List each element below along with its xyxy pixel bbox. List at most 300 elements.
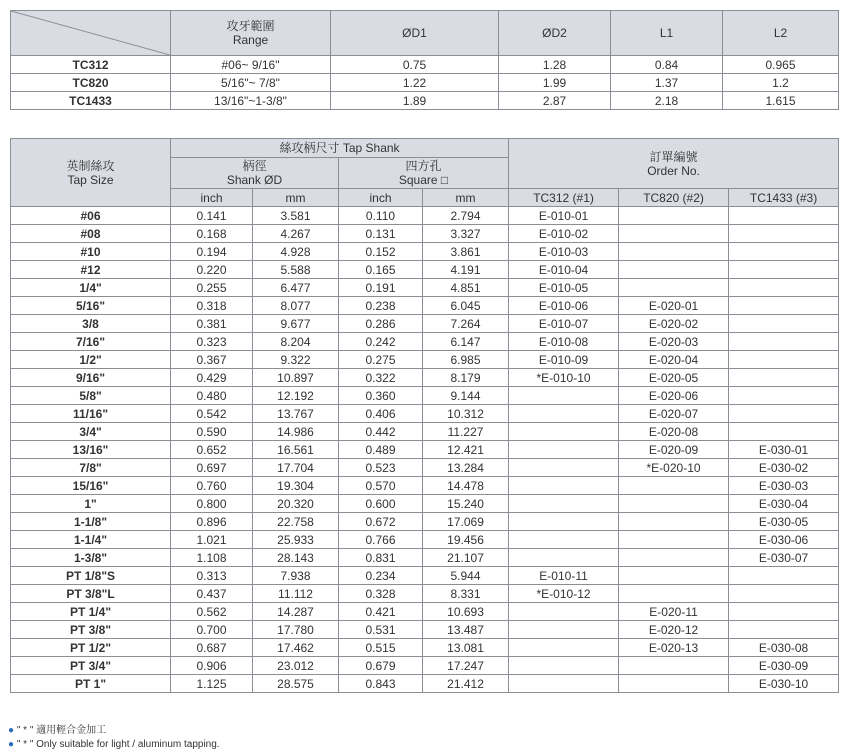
order-tc312-cell: E-010-02 bbox=[509, 225, 619, 243]
shank-mm-cell: 9.677 bbox=[253, 315, 339, 333]
tap-size-cell: 7/8" bbox=[11, 459, 171, 477]
order-tc1433-cell bbox=[729, 621, 839, 639]
order-tc1433-cell bbox=[729, 279, 839, 297]
tap-size-header-en: Tap Size bbox=[67, 172, 114, 187]
square-mm-cell: 13.487 bbox=[423, 621, 509, 639]
order-tc312-cell: *E-010-10 bbox=[509, 369, 619, 387]
square-inch-cell: 0.286 bbox=[339, 315, 423, 333]
order-tc312-cell bbox=[509, 459, 619, 477]
shank-mm-cell: 17.462 bbox=[253, 639, 339, 657]
shank-inch-cell: 1.021 bbox=[171, 531, 253, 549]
tap-shank-header: 絲攻柄尺寸 Tap Shank bbox=[171, 139, 509, 158]
tc312-header: TC312 (#1) bbox=[509, 189, 619, 207]
shank-mm-cell: 8.077 bbox=[253, 297, 339, 315]
tap-size-cell: 5/16" bbox=[11, 297, 171, 315]
order-tc820-cell: *E-020-10 bbox=[619, 459, 729, 477]
shank-inch-cell: 0.318 bbox=[171, 297, 253, 315]
table1-row bbox=[11, 92, 839, 110]
square-header-en: Square □ bbox=[398, 173, 449, 187]
order-tc820-cell bbox=[619, 279, 729, 297]
square-mm-cell: 11.227 bbox=[423, 423, 509, 441]
tap-size-cell: PT 1/2" bbox=[11, 639, 171, 657]
shank-mm-cell: 14.287 bbox=[253, 603, 339, 621]
range-cell: 13/16"~1-3/8" bbox=[171, 92, 331, 110]
tap-size-cell: 1/2" bbox=[11, 351, 171, 369]
shank-od-header-zh: 柄徑 bbox=[242, 159, 267, 173]
order-tc820-cell: E-020-02 bbox=[619, 315, 729, 333]
table2-row bbox=[11, 567, 839, 585]
table2-row bbox=[11, 315, 839, 333]
square-mm-cell: 8.179 bbox=[423, 369, 509, 387]
d2-header: ØD2 bbox=[499, 11, 611, 56]
square-inch-cell: 0.421 bbox=[339, 603, 423, 621]
square-inch-cell: 0.322 bbox=[339, 369, 423, 387]
table2-row bbox=[11, 459, 839, 477]
shank-inch-cell: 0.542 bbox=[171, 405, 253, 423]
square-mm-cell: 13.284 bbox=[423, 459, 509, 477]
shank-mm-cell: 19.304 bbox=[253, 477, 339, 495]
order-tc820-cell bbox=[619, 585, 729, 603]
order-tc312-cell bbox=[509, 387, 619, 405]
order-tc312-cell bbox=[509, 549, 619, 567]
holder-dimensions-table bbox=[10, 10, 839, 110]
shank-inch-header: inch bbox=[171, 189, 253, 207]
d1-header: ØD1 bbox=[331, 11, 499, 56]
shank-mm-cell: 5.588 bbox=[253, 261, 339, 279]
l1-cell: 1.37 bbox=[611, 74, 723, 92]
order-tc1433-cell: E-030-07 bbox=[729, 549, 839, 567]
square-mm-cell: 6.985 bbox=[423, 351, 509, 369]
bullet-icon: ● bbox=[8, 739, 15, 750]
shank-mm-cell: 17.704 bbox=[253, 459, 339, 477]
table2-row bbox=[11, 477, 839, 495]
square-inch-cell: 0.234 bbox=[339, 567, 423, 585]
square-mm-cell: 10.312 bbox=[423, 405, 509, 423]
shank-inch-cell: 0.323 bbox=[171, 333, 253, 351]
order-tc820-cell: E-020-03 bbox=[619, 333, 729, 351]
square-inch-cell: 0.531 bbox=[339, 621, 423, 639]
l1-cell: 0.84 bbox=[611, 56, 723, 74]
shank-inch-cell: 0.896 bbox=[171, 513, 253, 531]
square-inch-cell: 0.238 bbox=[339, 297, 423, 315]
order-tc312-cell: E-010-06 bbox=[509, 297, 619, 315]
l2-cell: 1.615 bbox=[723, 92, 839, 110]
square-inch-cell: 0.515 bbox=[339, 639, 423, 657]
tap-size-header-zh: 英制絲攻 bbox=[66, 158, 115, 173]
order-tc312-cell: E-010-05 bbox=[509, 279, 619, 297]
order-tc820-cell bbox=[619, 675, 729, 693]
d2-cell: 2.87 bbox=[499, 92, 611, 110]
order-tc1433-cell bbox=[729, 423, 839, 441]
l2-cell: 1.2 bbox=[723, 74, 839, 92]
tap-size-cell: 1-1/4" bbox=[11, 531, 171, 549]
square-inch-cell: 0.328 bbox=[339, 585, 423, 603]
square-inch-cell: 0.275 bbox=[339, 351, 423, 369]
table2-header-row-1 bbox=[11, 139, 839, 158]
square-inch-cell: 0.831 bbox=[339, 549, 423, 567]
shank-inch-cell: 0.562 bbox=[171, 603, 253, 621]
order-tc1433-cell bbox=[729, 243, 839, 261]
table1-row bbox=[11, 74, 839, 92]
shank-mm-cell: 9.322 bbox=[253, 351, 339, 369]
model-cell: TC312 bbox=[11, 56, 171, 74]
order-tc820-cell bbox=[619, 495, 729, 513]
table2-row bbox=[11, 531, 839, 549]
order-tc1433-cell bbox=[729, 351, 839, 369]
shank-inch-cell: 0.760 bbox=[171, 477, 253, 495]
table2-row bbox=[11, 369, 839, 387]
shank-inch-cell: 0.194 bbox=[171, 243, 253, 261]
table2-row bbox=[11, 513, 839, 531]
order-tc820-cell bbox=[619, 477, 729, 495]
square-inch-cell: 0.766 bbox=[339, 531, 423, 549]
order-tc312-cell: E-010-07 bbox=[509, 315, 619, 333]
tap-size-cell: 3/4" bbox=[11, 423, 171, 441]
range-header-zh: 攻牙範圍 bbox=[226, 19, 275, 33]
shank-inch-cell: 0.255 bbox=[171, 279, 253, 297]
table2-row bbox=[11, 621, 839, 639]
d1-cell: 0.75 bbox=[331, 56, 499, 74]
order-tc1433-cell bbox=[729, 603, 839, 621]
order-tc312-cell: E-010-11 bbox=[509, 567, 619, 585]
order-tc312-cell: E-010-03 bbox=[509, 243, 619, 261]
order-tc312-cell: *E-010-12 bbox=[509, 585, 619, 603]
order-tc1433-cell: E-030-06 bbox=[729, 531, 839, 549]
square-inch-cell: 0.152 bbox=[339, 243, 423, 261]
tap-size-cell: 13/16" bbox=[11, 441, 171, 459]
tap-size-cell: 3/8 bbox=[11, 315, 171, 333]
order-tc1433-cell: E-030-04 bbox=[729, 495, 839, 513]
square-mm-cell: 13.081 bbox=[423, 639, 509, 657]
diagonal-line bbox=[11, 11, 170, 55]
order-tc820-cell: E-020-11 bbox=[619, 603, 729, 621]
shank-mm-cell: 8.204 bbox=[253, 333, 339, 351]
order-tc820-cell: E-020-07 bbox=[619, 405, 729, 423]
range-header-en: Range bbox=[232, 33, 269, 47]
order-tc312-cell bbox=[509, 603, 619, 621]
shank-mm-cell: 4.267 bbox=[253, 225, 339, 243]
d1-cell: 1.22 bbox=[331, 74, 499, 92]
square-mm-cell: 6.147 bbox=[423, 333, 509, 351]
tap-size-cell: 9/16" bbox=[11, 369, 171, 387]
tap-size-cell: PT 3/8"L bbox=[11, 585, 171, 603]
table2-row bbox=[11, 405, 839, 423]
order-tc1433-cell bbox=[729, 405, 839, 423]
square-inch-cell: 0.406 bbox=[339, 405, 423, 423]
table2-row bbox=[11, 351, 839, 369]
shank-mm-cell: 14.986 bbox=[253, 423, 339, 441]
shank-mm-cell: 16.561 bbox=[253, 441, 339, 459]
order-tc820-cell: E-020-13 bbox=[619, 639, 729, 657]
footnote-en-text: " * " Only suitable for light / aluminum tapping. bbox=[16, 739, 220, 750]
shank-mm-cell: 4.928 bbox=[253, 243, 339, 261]
order-tc820-cell: E-020-06 bbox=[619, 387, 729, 405]
square-mm-cell: 7.264 bbox=[423, 315, 509, 333]
square-header-zh: 四方孔 bbox=[405, 159, 442, 173]
order-tc312-cell bbox=[509, 513, 619, 531]
square-mm-cell: 9.144 bbox=[423, 387, 509, 405]
shank-mm-cell: 13.767 bbox=[253, 405, 339, 423]
order-tc820-cell bbox=[619, 549, 729, 567]
tc1433-header: TC1433 (#3) bbox=[729, 189, 839, 207]
order-tc1433-cell bbox=[729, 369, 839, 387]
square-mm-cell: 15.240 bbox=[423, 495, 509, 513]
square-inch-cell: 0.843 bbox=[339, 675, 423, 693]
footnotes bbox=[8, 724, 220, 752]
order-tc312-cell bbox=[509, 621, 619, 639]
order-tc1433-cell: E-030-05 bbox=[729, 513, 839, 531]
order-tc312-cell bbox=[509, 657, 619, 675]
square-inch-cell: 0.523 bbox=[339, 459, 423, 477]
square-inch-cell: 0.570 bbox=[339, 477, 423, 495]
tap-size-cell: 1/4" bbox=[11, 279, 171, 297]
shank-mm-cell: 6.477 bbox=[253, 279, 339, 297]
shank-mm-cell: 22.758 bbox=[253, 513, 339, 531]
square-inch-cell: 0.442 bbox=[339, 423, 423, 441]
tap-shank-table bbox=[10, 138, 839, 693]
order-tc1433-cell bbox=[729, 207, 839, 225]
order-tc312-cell: E-010-09 bbox=[509, 351, 619, 369]
order-no-header-en: Order No. bbox=[647, 163, 700, 178]
table2-row bbox=[11, 261, 839, 279]
tap-size-cell: PT 1" bbox=[11, 675, 171, 693]
shank-inch-cell: 0.437 bbox=[171, 585, 253, 603]
range-header bbox=[171, 11, 331, 56]
square-inch-header: inch bbox=[339, 189, 423, 207]
order-tc312-cell bbox=[509, 405, 619, 423]
table2-row bbox=[11, 585, 839, 603]
order-tc820-cell: E-020-01 bbox=[619, 297, 729, 315]
square-mm-cell: 17.069 bbox=[423, 513, 509, 531]
tap-size-cell: #06 bbox=[11, 207, 171, 225]
shank-mm-cell: 23.012 bbox=[253, 657, 339, 675]
order-tc312-cell bbox=[509, 531, 619, 549]
table2-row bbox=[11, 675, 839, 693]
order-tc1433-cell bbox=[729, 261, 839, 279]
square-mm-cell: 2.794 bbox=[423, 207, 509, 225]
square-inch-cell: 0.360 bbox=[339, 387, 423, 405]
shank-mm-cell: 3.581 bbox=[253, 207, 339, 225]
shank-inch-cell: 0.367 bbox=[171, 351, 253, 369]
table2-row bbox=[11, 495, 839, 513]
square-header bbox=[339, 158, 509, 189]
order-tc312-cell: E-010-08 bbox=[509, 333, 619, 351]
order-tc1433-cell bbox=[729, 297, 839, 315]
table2-row bbox=[11, 657, 839, 675]
order-tc1433-cell bbox=[729, 315, 839, 333]
shank-inch-cell: 0.687 bbox=[171, 639, 253, 657]
shank-od-header-en: Shank ØD bbox=[226, 173, 283, 187]
order-tc820-cell bbox=[619, 243, 729, 261]
table2-row bbox=[11, 243, 839, 261]
table2-row bbox=[11, 549, 839, 567]
order-tc820-cell bbox=[619, 225, 729, 243]
order-no-header-zh: 訂單編號 bbox=[649, 149, 698, 164]
tap-size-cell: 5/8" bbox=[11, 387, 171, 405]
square-mm-cell: 4.851 bbox=[423, 279, 509, 297]
order-tc1433-cell: E-030-10 bbox=[729, 675, 839, 693]
tap-size-cell: 11/16" bbox=[11, 405, 171, 423]
order-tc312-cell bbox=[509, 675, 619, 693]
square-mm-header: mm bbox=[423, 189, 509, 207]
tap-size-cell: #08 bbox=[11, 225, 171, 243]
tap-size-cell: #10 bbox=[11, 243, 171, 261]
table2-row bbox=[11, 333, 839, 351]
order-tc1433-cell: E-030-01 bbox=[729, 441, 839, 459]
square-mm-cell: 17.247 bbox=[423, 657, 509, 675]
l2-header: L2 bbox=[723, 11, 839, 56]
footnote-zh-text: " * " 適用輕合金加工 bbox=[16, 725, 107, 736]
tap-size-cell: PT 1/8"S bbox=[11, 567, 171, 585]
shank-mm-cell: 28.143 bbox=[253, 549, 339, 567]
shank-inch-cell: 0.800 bbox=[171, 495, 253, 513]
order-tc820-cell bbox=[619, 207, 729, 225]
shank-inch-cell: 0.480 bbox=[171, 387, 253, 405]
d2-cell: 1.28 bbox=[499, 56, 611, 74]
table2-row bbox=[11, 297, 839, 315]
tap-size-cell: 15/16" bbox=[11, 477, 171, 495]
square-inch-cell: 0.600 bbox=[339, 495, 423, 513]
d1-cell: 1.89 bbox=[331, 92, 499, 110]
square-inch-cell: 0.131 bbox=[339, 225, 423, 243]
shank-mm-cell: 17.780 bbox=[253, 621, 339, 639]
order-tc312-cell: E-010-04 bbox=[509, 261, 619, 279]
square-inch-cell: 0.191 bbox=[339, 279, 423, 297]
square-mm-cell: 8.331 bbox=[423, 585, 509, 603]
order-tc820-cell bbox=[619, 513, 729, 531]
shank-inch-cell: 0.381 bbox=[171, 315, 253, 333]
table2-row bbox=[11, 603, 839, 621]
order-tc820-cell bbox=[619, 261, 729, 279]
range-cell: #06~ 9/16" bbox=[171, 56, 331, 74]
footnote-en bbox=[8, 738, 220, 752]
shank-inch-cell: 0.168 bbox=[171, 225, 253, 243]
l1-cell: 2.18 bbox=[611, 92, 723, 110]
shank-mm-cell: 25.933 bbox=[253, 531, 339, 549]
table2-row bbox=[11, 225, 839, 243]
square-inch-cell: 0.672 bbox=[339, 513, 423, 531]
shank-inch-cell: 0.590 bbox=[171, 423, 253, 441]
order-tc820-cell: E-020-09 bbox=[619, 441, 729, 459]
square-mm-cell: 14.478 bbox=[423, 477, 509, 495]
shank-inch-cell: 0.700 bbox=[171, 621, 253, 639]
order-tc820-cell: E-020-12 bbox=[619, 621, 729, 639]
shank-mm-cell: 28.575 bbox=[253, 675, 339, 693]
order-tc1433-cell: E-030-09 bbox=[729, 657, 839, 675]
order-tc1433-cell bbox=[729, 225, 839, 243]
tap-size-cell: PT 3/4" bbox=[11, 657, 171, 675]
table2-row bbox=[11, 207, 839, 225]
order-tc312-cell bbox=[509, 441, 619, 459]
order-tc312-cell bbox=[509, 495, 619, 513]
l2-cell: 0.965 bbox=[723, 56, 839, 74]
order-tc820-cell: E-020-08 bbox=[619, 423, 729, 441]
square-inch-cell: 0.165 bbox=[339, 261, 423, 279]
tap-size-cell: PT 3/8" bbox=[11, 621, 171, 639]
table2-row bbox=[11, 441, 839, 459]
order-tc820-cell bbox=[619, 657, 729, 675]
order-tc312-cell: E-010-01 bbox=[509, 207, 619, 225]
order-tc1433-cell bbox=[729, 387, 839, 405]
tap-size-cell: 1-3/8" bbox=[11, 549, 171, 567]
square-mm-cell: 4.191 bbox=[423, 261, 509, 279]
shank-od-header bbox=[171, 158, 339, 189]
shank-mm-cell: 11.112 bbox=[253, 585, 339, 603]
tap-size-header bbox=[11, 139, 171, 207]
d2-cell: 1.99 bbox=[499, 74, 611, 92]
square-mm-cell: 5.944 bbox=[423, 567, 509, 585]
square-mm-cell: 3.327 bbox=[423, 225, 509, 243]
order-tc1433-cell bbox=[729, 585, 839, 603]
shank-inch-cell: 0.313 bbox=[171, 567, 253, 585]
tap-size-cell: PT 1/4" bbox=[11, 603, 171, 621]
shank-mm-header: mm bbox=[253, 189, 339, 207]
square-mm-cell: 10.693 bbox=[423, 603, 509, 621]
square-inch-cell: 0.489 bbox=[339, 441, 423, 459]
shank-inch-cell: 0.141 bbox=[171, 207, 253, 225]
shank-inch-cell: 1.125 bbox=[171, 675, 253, 693]
tap-size-cell: #12 bbox=[11, 261, 171, 279]
shank-mm-cell: 12.192 bbox=[253, 387, 339, 405]
table2-row bbox=[11, 639, 839, 657]
order-tc820-cell bbox=[619, 567, 729, 585]
table1-header-row bbox=[11, 11, 839, 56]
square-inch-cell: 0.242 bbox=[339, 333, 423, 351]
order-tc820-cell: E-020-04 bbox=[619, 351, 729, 369]
square-mm-cell: 21.412 bbox=[423, 675, 509, 693]
tap-size-cell: 1" bbox=[11, 495, 171, 513]
shank-inch-cell: 0.906 bbox=[171, 657, 253, 675]
diagonal-header-cell bbox=[11, 11, 171, 56]
tap-size-cell: 7/16" bbox=[11, 333, 171, 351]
order-tc1433-cell bbox=[729, 333, 839, 351]
table2-row bbox=[11, 387, 839, 405]
model-cell: TC820 bbox=[11, 74, 171, 92]
square-mm-cell: 19.456 bbox=[423, 531, 509, 549]
square-mm-cell: 3.861 bbox=[423, 243, 509, 261]
table2-row bbox=[11, 423, 839, 441]
table1-row bbox=[11, 56, 839, 74]
tc820-header: TC820 (#2) bbox=[619, 189, 729, 207]
square-mm-cell: 6.045 bbox=[423, 297, 509, 315]
model-cell: TC1433 bbox=[11, 92, 171, 110]
square-mm-cell: 21.107 bbox=[423, 549, 509, 567]
footnote-zh bbox=[8, 724, 220, 738]
shank-mm-cell: 20.320 bbox=[253, 495, 339, 513]
table2-row bbox=[11, 279, 839, 297]
order-tc1433-cell bbox=[729, 567, 839, 585]
order-tc1433-cell: E-030-03 bbox=[729, 477, 839, 495]
bullet-icon: ● bbox=[8, 725, 15, 736]
square-inch-cell: 0.679 bbox=[339, 657, 423, 675]
square-mm-cell: 12.421 bbox=[423, 441, 509, 459]
shank-mm-cell: 10.897 bbox=[253, 369, 339, 387]
order-no-header bbox=[509, 139, 839, 189]
order-tc312-cell bbox=[509, 423, 619, 441]
shank-inch-cell: 0.220 bbox=[171, 261, 253, 279]
shank-inch-cell: 0.697 bbox=[171, 459, 253, 477]
tap-size-cell: 1-1/8" bbox=[11, 513, 171, 531]
order-tc312-cell bbox=[509, 477, 619, 495]
order-tc312-cell bbox=[509, 639, 619, 657]
shank-inch-cell: 1.108 bbox=[171, 549, 253, 567]
order-tc820-cell: E-020-05 bbox=[619, 369, 729, 387]
order-tc1433-cell: E-030-02 bbox=[729, 459, 839, 477]
square-inch-cell: 0.110 bbox=[339, 207, 423, 225]
shank-inch-cell: 0.652 bbox=[171, 441, 253, 459]
range-cell: 5/16"~ 7/8" bbox=[171, 74, 331, 92]
order-tc820-cell bbox=[619, 531, 729, 549]
